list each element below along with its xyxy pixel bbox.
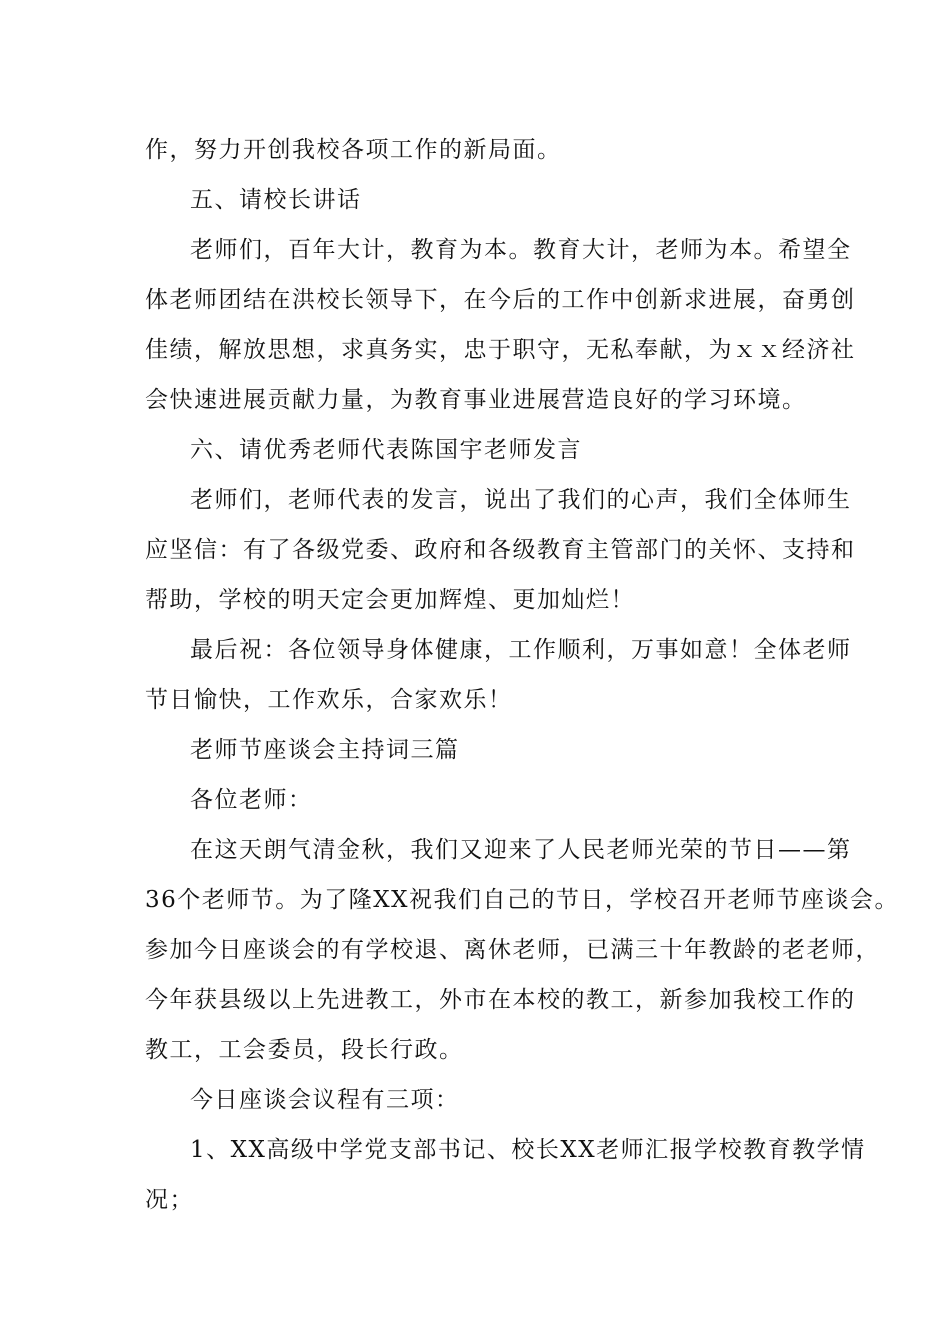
document-title: 老师节座谈会主持词三篇 [190, 737, 460, 763]
text-line: 节日愉快，工作欢乐，合家欢乐！ [145, 687, 513, 713]
text-line: 36个老师节。为了隆XX祝我们自己的节日，学校召开老师节座谈会。 [145, 887, 900, 913]
text-line: 况； [145, 1187, 194, 1213]
text-line: 体老师团结在洪校长领导下，在今后的工作中创新求进展，奋勇创 [145, 287, 856, 313]
salutation: 各位老师： [190, 787, 313, 813]
section-heading: 六、请优秀老师代表陈国宇老师发言 [190, 437, 582, 463]
text-line: 会快速进展贡献力量，为教育事业进展营造良好的学习环境。 [145, 387, 807, 413]
text-line: 帮助，学校的明天定会更加辉煌、更加灿烂！ [145, 587, 635, 613]
section-heading: 五、请校长讲话 [190, 187, 362, 213]
text-line: 作，努力开创我校各项工作的新局面。 [145, 137, 562, 163]
text-line: 教工，工会委员，段长行政。 [145, 1037, 464, 1063]
text-line: 最后祝：各位领导身体健康，工作顺利，万事如意！全体老师 [190, 637, 852, 663]
text-line: 1、XX高级中学党支部书记、校长XX老师汇报学校教育教学情 [190, 1137, 866, 1163]
text-line: 老师们，老师代表的发言，说出了我们的心声，我们全体师生 [190, 487, 852, 513]
text-line: 老师们，百年大计，教育为本。教育大计，老师为本。希望全 [190, 237, 852, 263]
text-line: 应坚信：有了各级党委、政府和各级教育主管部门的关怀、支持和 [145, 537, 856, 563]
text-line: 佳绩，解放思想，求真务实，忠于职守，无私奉献，为ｘｘ经济社 [145, 337, 856, 363]
text-line: 参加今日座谈会的有学校退、离休老师，已满三十年教龄的老老师， [145, 937, 880, 963]
text-line: 在这天朗气清金秋，我们又迎来了人民老师光荣的节日——第 [190, 837, 852, 863]
text-line: 今日座谈会议程有三项： [190, 1087, 460, 1113]
text-line: 今年获县级以上先进教工，外市在本校的教工，新参加我校工作的 [145, 987, 856, 1013]
